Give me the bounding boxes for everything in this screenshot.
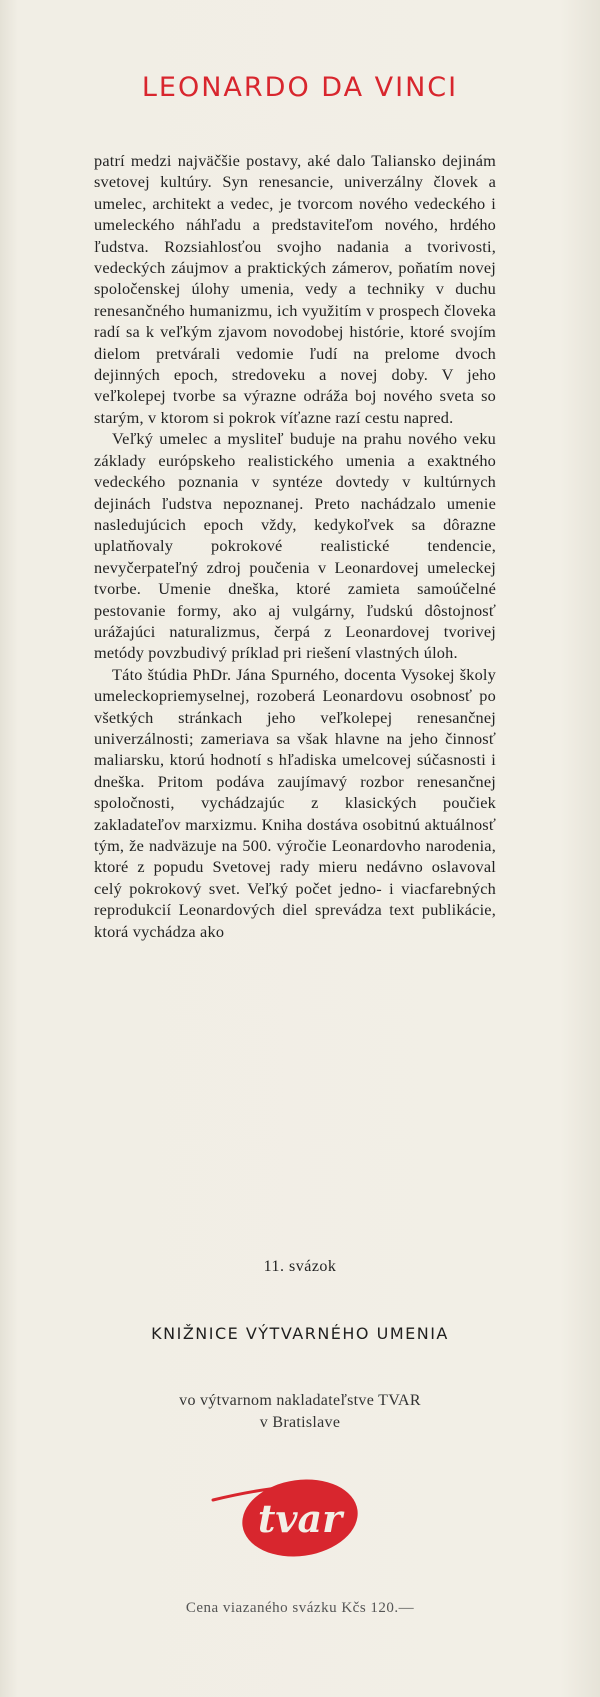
price-line: Cena viazaného svázku Kčs 120.— xyxy=(185,1600,415,1616)
logo-text: tvar xyxy=(257,1496,343,1541)
publisher-line-2: v Bratislave xyxy=(259,1414,341,1431)
volume-number: 11. svázok xyxy=(263,1258,337,1275)
publisher-line-1: vo výtvarnom nakladateľstve TVAR xyxy=(179,1392,421,1409)
blurb-paragraph-2: Veľký umelec a mysliteľ buduje na prahu nového veku základy európskeho realistického umenia a exaktného vedeckého poznania v syntéze dovtedy v kultúrnych dejinách ľudstva nepoznanej. Preto nachádzalo umenie nasledujúcich epoch vždy, kedykoľvek sa dôrazne uplatňovaly pokrokové realistické tendencie, nevyčerpateľný zdroj poučenia v Leonardovej umeleckej tvorbe. Umenie dneška, ktoré zamieta samoúčelné pestovanie formy, ako aj vulgárny, ľudskú dôstojnosť urážajúci naturalizmus, čerpá z Leonardovej tvorivej metódy povzbudivý príklad pri riešení vlastných úloh. xyxy=(94,429,496,663)
blurb-paragraph-3: Táto štúdia PhDr. Jána Spurného, docenta Vysokej školy umeleckopriemyselnej, rozoberá Leonardovu osobnosť po všetkých stránkach jeho veľkolepej renesančnej univerzálnosti; zameriava sa však hlavne na jeho činnosť maliarsku, ktorú hodnotí s hľadiska umelcovej súčasnosti i dneška. Pritom podáva zaujímavý rozbor renesančnej spoločnosti, vychádzajúc z klasických poučiek zakladateľov marxizmu. Kniha dostáva osobitnú aktuálnosť tým, že nadväzuje na 500. výročie Leonardovho narodenia, ktoré z popudu Svetovej rady mieru nedávno oslavoval celý pokrokový svet. Veľký počet jedno- i viacfarebných reprodukcií Leonardových diel sprevádza text publikácie, ktorá vychádza ako xyxy=(94,664,496,941)
blurb-paragraph-1: patrí medzi najväčšie postavy, aké dalo Taliansko dejinám svetovej kultúry. Syn renesancie, univerzálny človek a umelec, architekt a vedec, je tvorcom nového vedeckého i umeleckého náhľadu a predstaviteľom nového, hrdého ľudstva. Rozsiahlosťou svojho nadania a tvorivosti, vedeckých záujmov a praktických zámerov, poňatím novej spoločenskej úlohy umenia, vedy a techniky v duchu renesančného humanizmu, ich využitím v prospech človeka radí sa k veľkým zjavom novodobej histórie, ktoré svojím dielom pretvárali vedomie ľudí na prelome dvoch dejinných epoch, stredoveku a novej doby. V jeho veľkolepej tvorbe sa výrazne odráža boj nového sveta so starým, v ktorom si pokrok víťazne razí cestu napred. xyxy=(94,151,496,427)
page-title: LEONARDO DA VINCI xyxy=(141,72,459,103)
blurb-text xyxy=(94,150,496,942)
series-title: KNIŽNICE VÝTVARNÉHO UMENIA xyxy=(151,1324,449,1343)
tvar-logo-icon xyxy=(208,1466,368,1566)
publisher-info xyxy=(0,1390,600,1434)
